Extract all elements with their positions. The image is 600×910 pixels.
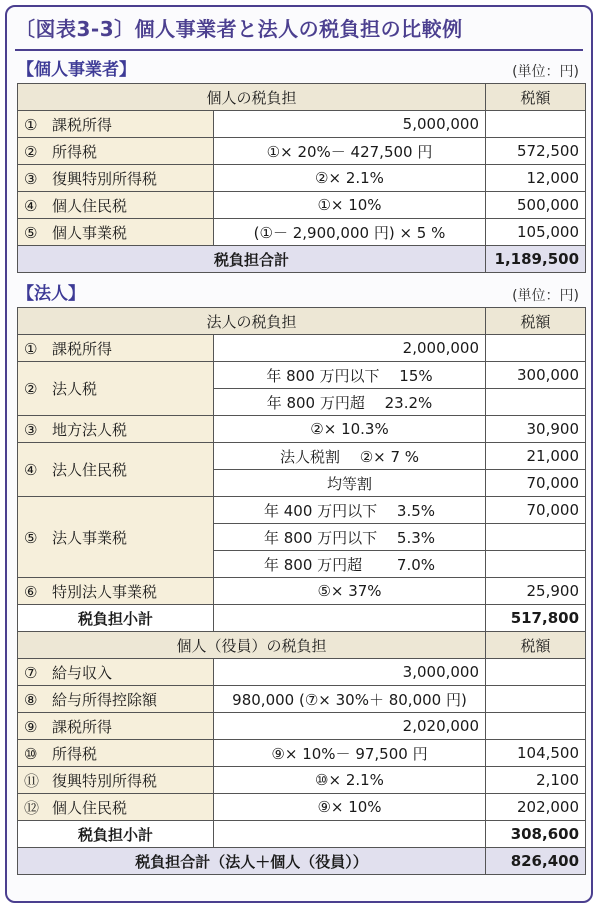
figure-title: 〔図表3-3〕個人事業者と法人の税負担の比較例 — [15, 17, 463, 41]
row-label: ⑤ 個人事業税 — [18, 219, 214, 246]
row-calc: 5,000,000 — [214, 111, 486, 138]
officer-subtotal-label: 税負担小計 — [18, 821, 214, 848]
row-amount — [486, 551, 586, 578]
row-calc: (①－ 2,900,000 円) × 5 % — [214, 219, 486, 246]
corp-header-item: 法人の税負担 — [18, 308, 486, 335]
corp-subtotal-label: 税負担小計 — [18, 605, 214, 632]
officer-subtotal-amount: 308,600 — [486, 821, 586, 848]
table-row — [18, 192, 586, 219]
table-row — [18, 111, 586, 138]
corp-subtotal-row — [18, 605, 586, 632]
row-amount — [486, 686, 586, 713]
sole-total-row — [18, 246, 586, 273]
table-row — [18, 713, 586, 740]
table-row — [18, 219, 586, 246]
grand-total-row — [18, 848, 586, 875]
row-calc: ②× 10.3% — [214, 416, 486, 443]
figure-frame — [5, 5, 593, 903]
row-label: ⑥ 特別法人事業税 — [18, 578, 214, 605]
row-amount: 104,500 — [486, 740, 586, 767]
row-label: ⑦ 給与収入 — [18, 659, 214, 686]
row-label: ④ 法人住民税 — [18, 443, 214, 497]
table-row — [18, 497, 586, 524]
officer-subtotal-row — [18, 821, 586, 848]
row-label: ⑤ 法人事業税 — [18, 497, 214, 578]
grand-total-amount: 826,400 — [486, 848, 586, 875]
table-row — [18, 138, 586, 165]
table-row — [18, 659, 586, 686]
row-label: ① 課税所得 — [18, 335, 214, 362]
officer-header-amount: 税額 — [486, 632, 586, 659]
sole-total-label: 税負担合計 — [18, 246, 486, 273]
corp-header-row — [18, 308, 586, 335]
row-calc: 法人税割 ②× 7 % — [214, 443, 486, 470]
row-calc: ⑩× 2.1% — [214, 767, 486, 794]
table-row — [18, 686, 586, 713]
row-amount — [486, 335, 586, 362]
sole-header-row — [18, 84, 586, 111]
row-label: ⑫ 個人住民税 — [18, 794, 214, 821]
row-calc: 2,020,000 — [214, 713, 486, 740]
row-label: ② 所得税 — [18, 138, 214, 165]
row-calc: ①× 20%－ 427,500 円 — [214, 138, 486, 165]
row-amount — [486, 713, 586, 740]
row-label: ③ 復興特別所得税 — [18, 165, 214, 192]
row-amount: 21,000 — [486, 443, 586, 470]
row-amount: 2,100 — [486, 767, 586, 794]
table-row — [18, 335, 586, 362]
row-calc: ⑤× 37% — [214, 578, 486, 605]
table-row — [18, 740, 586, 767]
row-calc: ①× 10% — [214, 192, 486, 219]
row-label: ⑩ 所得税 — [18, 740, 214, 767]
corp-table — [17, 307, 586, 875]
row-amount — [486, 524, 586, 551]
table-row — [18, 443, 586, 470]
row-calc: ⑨× 10% — [214, 794, 486, 821]
row-amount: 70,000 — [486, 470, 586, 497]
table-row — [18, 165, 586, 192]
table-row — [18, 767, 586, 794]
title-rule — [15, 49, 583, 51]
row-amount — [486, 389, 586, 416]
row-amount — [486, 111, 586, 138]
row-label: ⑪ 復興特別所得税 — [18, 767, 214, 794]
row-calc: 980,000 (⑦× 30%＋ 80,000 円) — [214, 686, 486, 713]
sole-header-amount: 税額 — [486, 84, 586, 111]
row-amount: 25,900 — [486, 578, 586, 605]
grand-total-label: 税負担合計（法人＋個人（役員）） — [18, 848, 486, 875]
row-calc: 3,000,000 — [214, 659, 486, 686]
row-calc: 年 800 万円以下 15% — [214, 362, 486, 389]
table-row — [18, 416, 586, 443]
sole-total-amount: 1,189,500 — [486, 246, 586, 273]
corp-header-amount: 税額 — [486, 308, 586, 335]
row-amount: 30,900 — [486, 416, 586, 443]
row-label: ⑨ 課税所得 — [18, 713, 214, 740]
row-amount: 572,500 — [486, 138, 586, 165]
row-label: ④ 個人住民税 — [18, 192, 214, 219]
row-amount: 105,000 — [486, 219, 586, 246]
row-label: ⑧ 給与所得控除額 — [18, 686, 214, 713]
row-label: ② 法人税 — [18, 362, 214, 416]
sole-section-label: 【個人事業者】 — [17, 60, 136, 80]
corp-section-label: 【法人】 — [17, 284, 85, 304]
row-amount: 500,000 — [486, 192, 586, 219]
corp-unit: (単位：円) — [512, 288, 579, 304]
sole-unit: (単位：円) — [512, 64, 579, 80]
row-amount: 70,000 — [486, 497, 586, 524]
row-amount: 300,000 — [486, 362, 586, 389]
table-row — [18, 794, 586, 821]
row-amount: 202,000 — [486, 794, 586, 821]
row-calc: ②× 2.1% — [214, 165, 486, 192]
row-calc: ⑨× 10%－ 97,500 円 — [214, 740, 486, 767]
row-calc: 年 800 万円超 7.0% — [214, 551, 486, 578]
sole-table — [17, 83, 586, 273]
row-label: ① 課税所得 — [18, 111, 214, 138]
corp-subtotal-amount: 517,800 — [486, 605, 586, 632]
officer-header-row — [18, 632, 586, 659]
row-amount: 12,000 — [486, 165, 586, 192]
table-row — [18, 578, 586, 605]
officer-header-item: 個人（役員）の税負担 — [18, 632, 486, 659]
row-calc: 年 400 万円以下 3.5% — [214, 497, 486, 524]
row-label: ③ 地方法人税 — [18, 416, 214, 443]
table-row — [18, 362, 586, 389]
row-calc: 2,000,000 — [214, 335, 486, 362]
row-calc: 年 800 万円以下 5.3% — [214, 524, 486, 551]
row-calc: 均等割 — [214, 470, 486, 497]
row-amount — [486, 659, 586, 686]
sole-header-item: 個人の税負担 — [18, 84, 486, 111]
row-calc: 年 800 万円超 23.2% — [214, 389, 486, 416]
